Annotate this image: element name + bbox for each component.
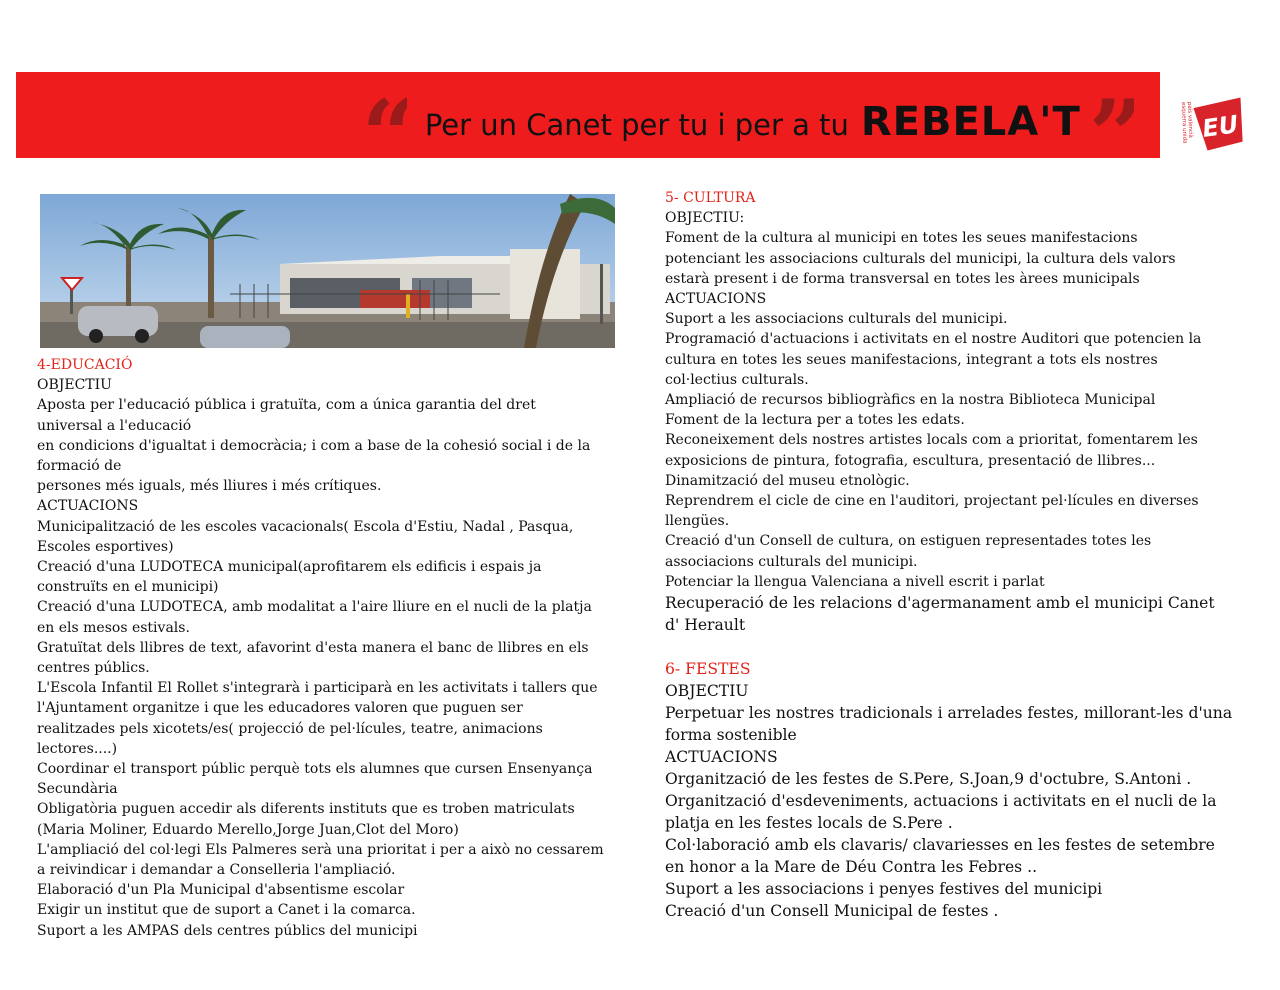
open-quote-icon: “	[361, 88, 407, 152]
education-actions-label: ACTUACIONS	[37, 498, 139, 515]
education-text-line: persones més iguals, més lliures i més crítiques.	[37, 478, 382, 495]
culture-festes-column	[665, 188, 1255, 922]
school-photo	[40, 194, 615, 348]
culture-text-line: Ampliació de recursos bibliogràfics en la nostra Biblioteca Municipal	[665, 392, 1156, 409]
education-action-line: Secundària	[37, 781, 118, 798]
education-text-line: en condicions d'igualtat i democràcia; i com a base de la cohesió social i de la	[37, 437, 591, 454]
logo-text: EU	[1200, 110, 1241, 143]
festes-text-line: Creació d'un Consell Municipal de festes .	[665, 902, 999, 921]
culture-text-line: Foment de la lectura per a totes les edats.	[665, 412, 965, 429]
culture-objective-label: OBJECTIU:	[665, 210, 745, 227]
education-text-line: formació de	[37, 458, 122, 475]
festes-text-line: Organització de les festes de S.Pere, S.Joan,9 d'octubre, S.Antoni .	[665, 770, 1192, 789]
culture-text-line: cultura en totes les seues manifestacions, integrant a tots els nostres	[665, 351, 1158, 368]
education-action-line: Obligatòria puguen accedir als diferents instituts que es troben matriculats	[37, 801, 575, 818]
slogan-emphasis: REBELA'T	[860, 99, 1081, 145]
culture-text-line: Reprendrem el cicle de cine en l'auditori, projectant pel·lícules en diverses	[665, 493, 1199, 510]
education-action-line: Creació d'una LUDOTECA, amb modalitat a l'aire lliure en el nucli de la platja	[37, 599, 592, 616]
education-action-line: Creació d'una LUDOTECA municipal(aprofitarem els edificis i espais ja	[37, 559, 542, 576]
culture-text-line: Creació d'un Consell de cultura, on estiguen representades totes les	[665, 533, 1152, 550]
festes-text-line: platja en les festes locals de S.Pere .	[665, 814, 953, 833]
culture-emphasis-line: d' Herault	[665, 616, 746, 635]
education-title: 4-EDUCACIÓ	[37, 357, 133, 373]
culture-text-line: Potenciar la llengua Valenciana a nivell escrit i parlat	[665, 573, 1045, 590]
culture-text-line: llengües.	[665, 513, 730, 530]
festes-actions-label: ACTUACIONS	[665, 748, 778, 767]
education-action-line: Exigir un institut que de suport a Canet i la comarca.	[37, 902, 416, 919]
festes-objective-label: OBJECTIU	[665, 682, 749, 701]
culture-text-line: Dinamització del museu etnològic.	[665, 472, 910, 489]
slogan	[362, 88, 1134, 152]
culture-text-line: Reconeixement dels nostres artistes locals com a prioritat, fomentarem les	[665, 432, 1198, 449]
culture-text-line: potenciant les associacions culturals del municipi, la cultura dels valors	[665, 250, 1176, 267]
festes-text-line: forma sostenible	[665, 726, 797, 745]
culture-text-line: col·lectius culturals.	[665, 371, 809, 388]
close-quote-icon: ”	[1088, 88, 1134, 152]
festes-text-line: Organització d'esdeveniments, actuacions i activitats en el nucli de la	[665, 792, 1217, 811]
education-action-line: Elaboració d'un Pla Municipal d'absentisme escolar	[37, 882, 405, 899]
education-action-line: Escoles esportives)	[37, 538, 174, 555]
education-action-line: Gratuïtat dels llibres de text, afavorint d'esta manera el banc de llibres en els	[37, 639, 589, 656]
festes-text-line: Col·laboració amb els clavaris/ clavariesses en les festes de setembre	[665, 836, 1215, 855]
education-action-line: Municipalització de les escoles vacacionals( Escola d'Estiu, Nadal , Pasqua,	[37, 518, 574, 535]
festes-text-line: Perpetuar les nostres tradicionals i arrelades festes, millorant-les d'una	[665, 704, 1233, 723]
education-action-line: Coordinar el transport públic perquè tots els alumnes que cursen Ensenyança	[37, 761, 593, 778]
festes-text-line: en honor a la Mare de Déu Contra les Febres ..	[665, 858, 1038, 877]
culture-title: 5- CULTURA	[665, 190, 756, 206]
culture-text-line: associacions culturals del municipi.	[665, 553, 918, 570]
education-section	[37, 355, 627, 941]
logo-subtitle-2: país valencià	[1186, 101, 1194, 139]
education-action-line: l'Ajuntament organitze i que les educadores valoren que puguen ser	[37, 700, 523, 717]
culture-text-line: Foment de la cultura al municipi en totes les seues manifestacions	[665, 230, 1138, 247]
culture-text-line: Programació d'actuacions i activitats en el nostre Auditori que potencien la	[665, 331, 1202, 348]
culture-text-line: Suport a les associacions culturals del municipi.	[665, 311, 1008, 328]
education-action-line: (Maria Moliner, Eduardo Merello,Jorge Juan,Clot del Moro)	[37, 821, 459, 838]
header-banner	[16, 72, 1160, 158]
education-action-line: a reivindicar i demandar a Conselleria l'ampliació.	[37, 862, 396, 879]
education-text-line: Aposta per l'educació pública i gratuïta, com a única garantia del dret	[37, 397, 536, 414]
education-action-line: L'Escola Infantil El Rollet s'integrarà i participarà en les activitats i tallers que	[37, 680, 598, 697]
culture-actions-label: ACTUACIONS	[665, 291, 767, 308]
festes-text-line: Suport a les associacions i penyes festives del municipi	[665, 880, 1103, 899]
education-action-line: realitzades pels xicotets/es( projecció de pel·lícules, teatre, animacions	[37, 720, 543, 737]
education-text-line: universal a l'educació	[37, 417, 192, 434]
slogan-text: Per un Canet per tu i per a tu	[424, 108, 849, 142]
culture-text-line: estarà present i de forma transversal en totes les àrees municipals	[665, 270, 1140, 287]
education-action-line: L'ampliació del col·legi Els Palmeres serà una prioritat i per a això no cessarem	[37, 841, 604, 858]
education-action-line: centres públics.	[37, 660, 150, 677]
education-action-line: construïts en el municipi)	[37, 579, 219, 596]
festes-title: 6- FESTES	[665, 660, 751, 679]
education-action-line: lectores....)	[37, 740, 118, 757]
education-objective-label: OBJECTIU	[37, 377, 112, 394]
culture-emphasis-line: Recuperació de les relacions d'agermanament amb el municipi Canet	[665, 594, 1215, 613]
logo-subtitle: esquerra unida	[1180, 101, 1188, 144]
education-action-line: Suport a les AMPAS dels centres públics del municipi	[37, 922, 418, 939]
culture-text-line: exposicions de pintura, fotografia, escultura, presentació de llibres...	[665, 452, 1156, 469]
education-action-line: en els mesos estivals.	[37, 619, 190, 636]
eu-logo	[1174, 94, 1250, 154]
section-spacer	[665, 636, 1255, 658]
